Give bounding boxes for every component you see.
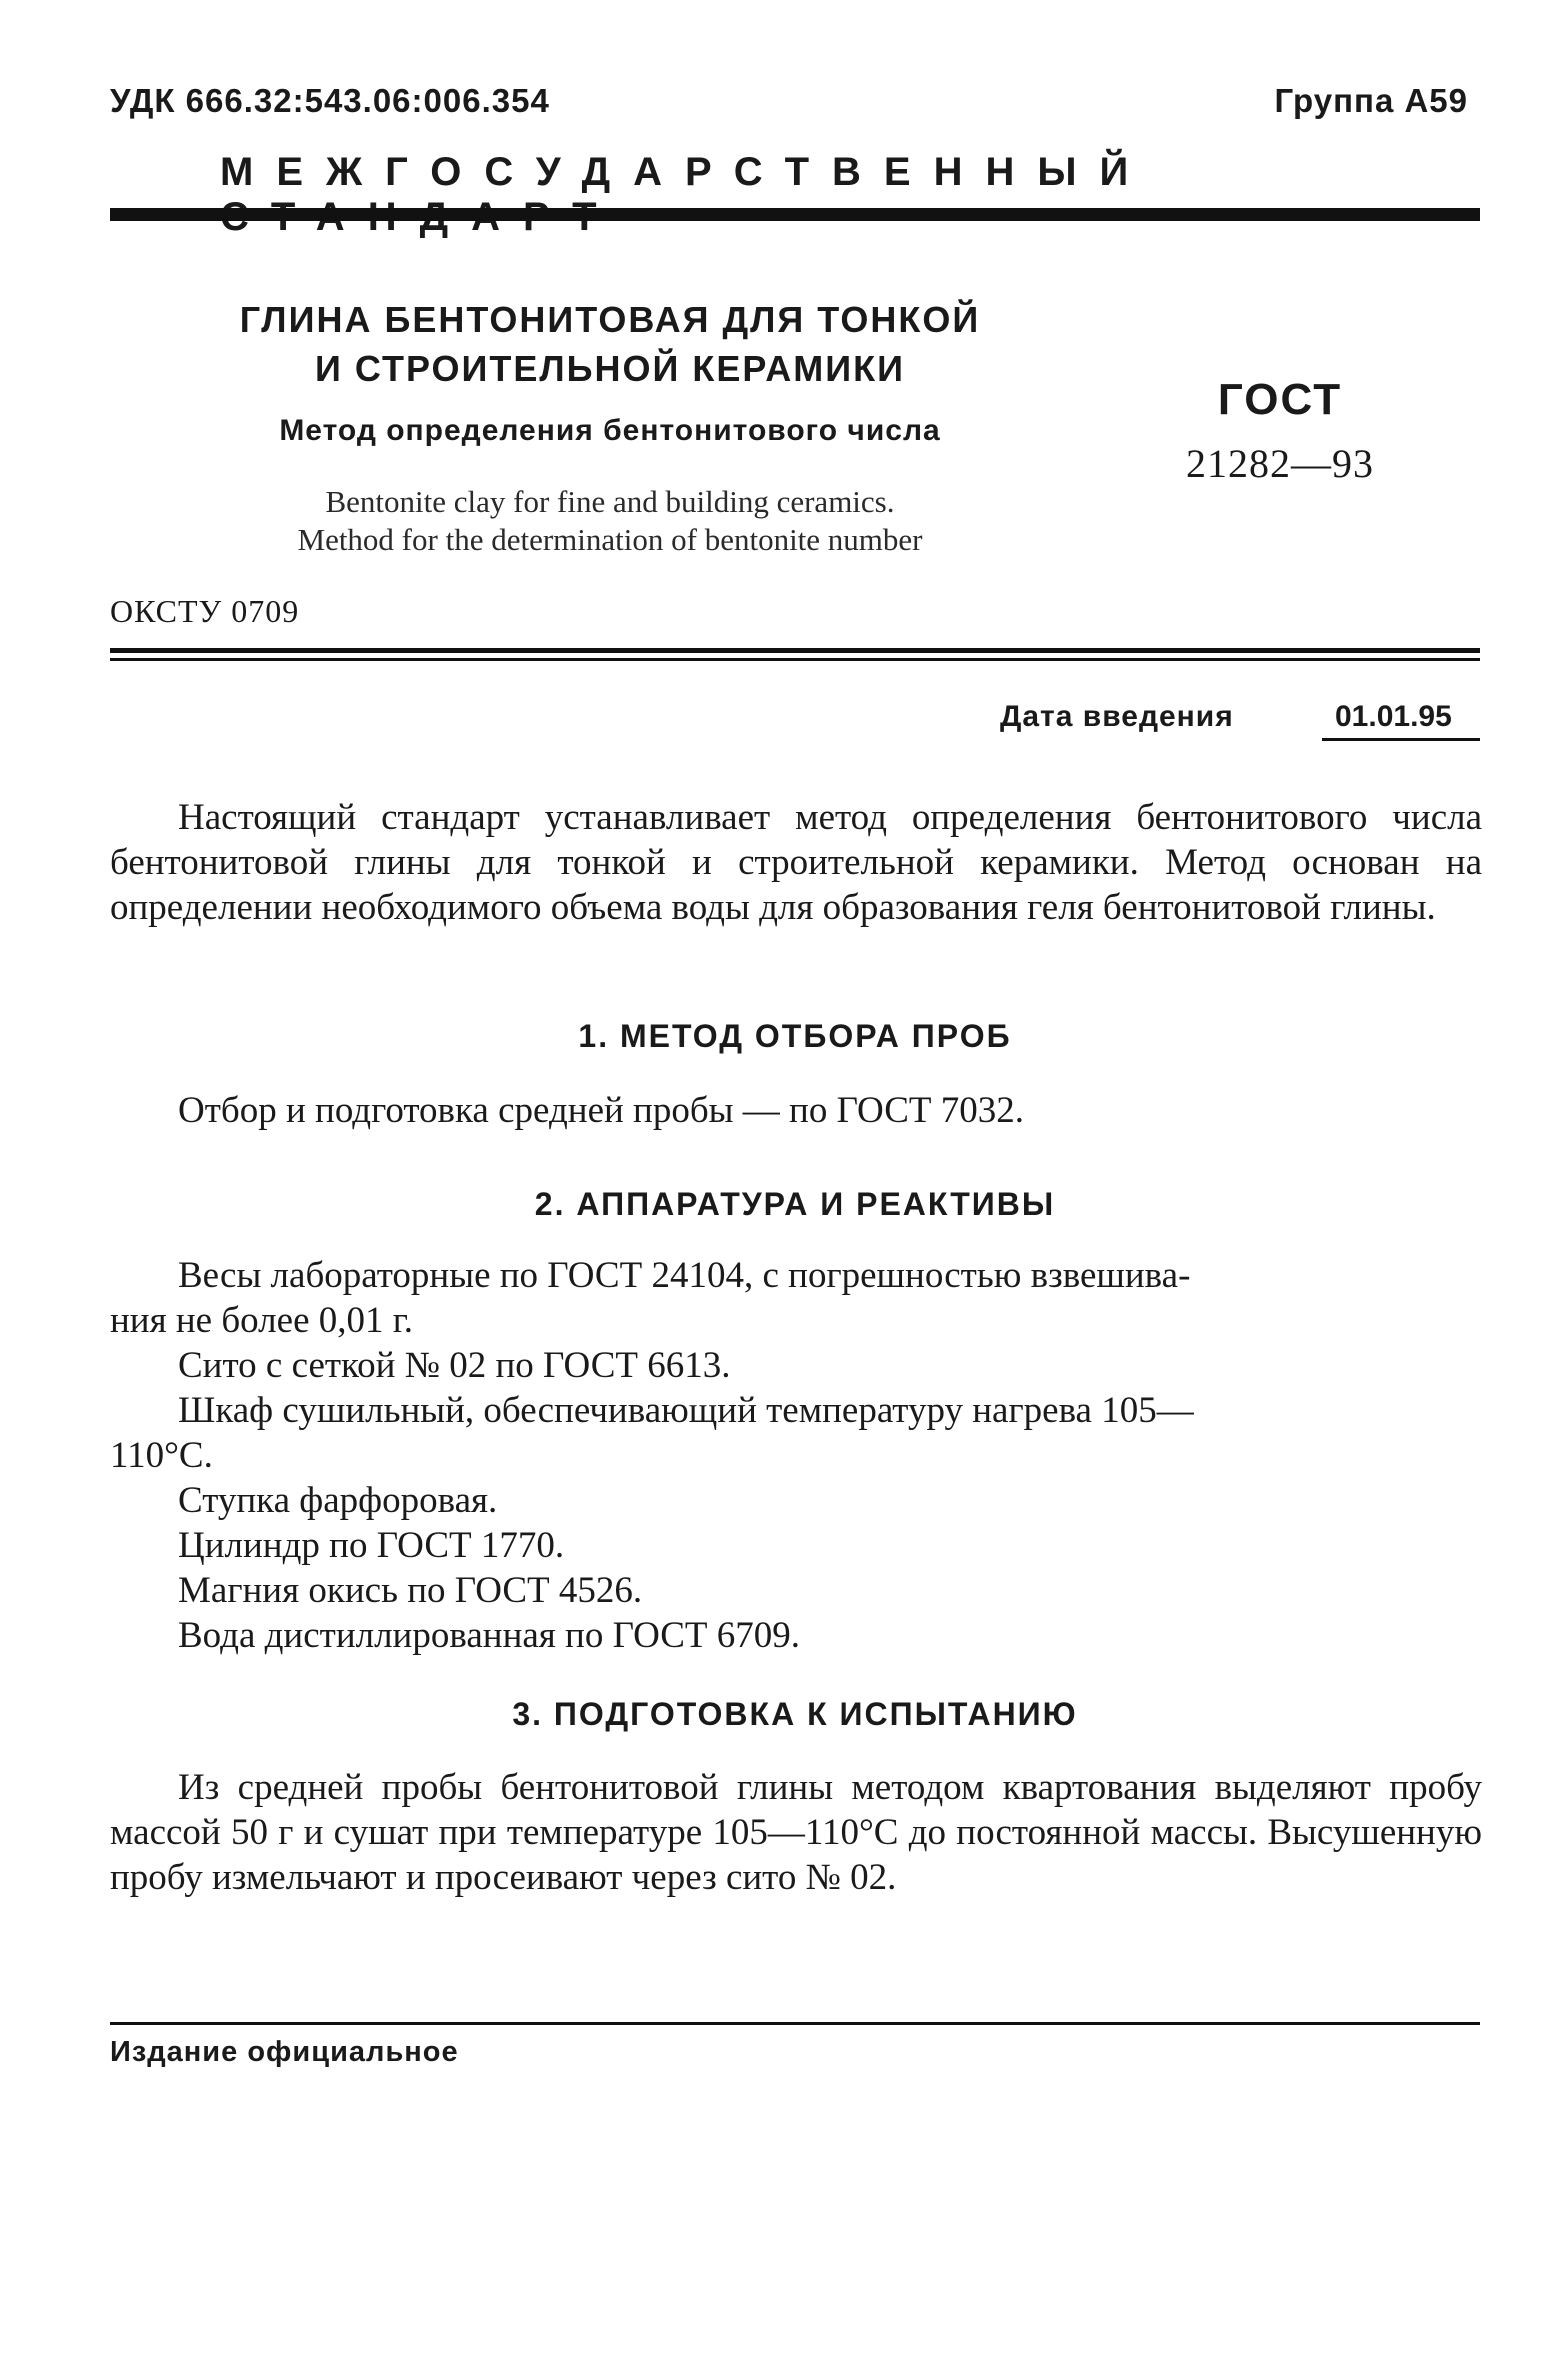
udk-code: УДК 666.32:543.06:006.354 — [110, 82, 550, 119]
header-thick-rule — [110, 208, 1480, 221]
list-item-sieve: Сито с сеткой № 02 по ГОСТ 6613. — [178, 1345, 731, 1386]
english-title-line-2: Method for the determination of bentonite number — [297, 522, 923, 557]
intro-date-label: Дата введения — [1000, 700, 1234, 733]
title-line-1: ГЛИНА БЕНТОНИТОВАЯ ДЛЯ ТОНКОЙ — [239, 299, 981, 340]
title-line-2: И СТРОИТЕЛЬНОЙ КЕРАМИКИ — [315, 348, 905, 389]
group-code: Группа А59 — [1274, 82, 1468, 119]
intro-paragraph: Настоящий стандарт устанавливает метод определения бентонитового числа бентонитовой глины для тонкой и строительной керамики. Метод основан на определении необходимого объема воды для образования геля бентонитовой глины. — [110, 797, 1482, 928]
list-item-scales-cont: ния не более 0,01 г. — [110, 1300, 413, 1341]
intro-date-underline — [1322, 738, 1480, 741]
title-block-rule-thin — [110, 658, 1480, 661]
section-3-heading: 3. ПОДГОТОВКА К ИСПЫТАНИЮ — [512, 1696, 1078, 1732]
list-item-oven-cont: 110°С. — [110, 1435, 213, 1476]
section-2-heading: 2. АППАРАТУРА И РЕАКТИВЫ — [534, 1186, 1056, 1222]
okstu-code: ОКСТУ 0709 — [110, 593, 300, 629]
edition-note: Издание официальное — [110, 2036, 459, 2068]
list-item-mortar: Ступка фарфоровая. — [178, 1480, 498, 1521]
document-subtitle: Метод определения бентонитового числа — [279, 414, 941, 447]
title-block-rule-thick — [110, 648, 1480, 653]
section-1-heading: 1. МЕТОД ОТБОРА ПРОБ — [578, 1018, 1012, 1054]
list-item-magnesia: Магния окись по ГОСТ 4526. — [178, 1570, 643, 1611]
english-title-line-1: Bentonite clay for fine and building ceramics. — [325, 484, 895, 519]
section-3-text: Из средней пробы бентонитовой глины методом квартования выделяют пробу массой 50 г и сушат при температуре 105—110°С до постоянной массы. Высушенную пробу измельчают и просеивают через сито № 02. — [110, 1767, 1482, 1898]
document-title — [110, 295, 1110, 393]
list-item-cylinder: Цилиндр по ГОСТ 1770. — [178, 1525, 565, 1566]
list-item-oven: Шкаф сушильный, обеспечивающий температуру нагрева 105— — [178, 1390, 1194, 1431]
list-item-scales: Весы лабораторные по ГОСТ 24104, с погрешностью взвешива- — [178, 1255, 1191, 1296]
gost-number: 21282—93 — [1186, 441, 1374, 486]
standard-type-banner: МЕЖГОСУДАРСТВЕННЫЙ — [220, 150, 1152, 194]
english-title — [110, 483, 1110, 559]
intro-date-value: 01.01.95 — [1335, 700, 1452, 733]
footer-rule — [110, 2022, 1480, 2025]
gost-label: ГОСТ — [1217, 375, 1343, 424]
list-item-water: Вода дистиллированная по ГОСТ 6709. — [178, 1615, 801, 1656]
equipment-list — [110, 1253, 1482, 1658]
section-1-text: Отбор и подготовка средней пробы — по ГОСТ 7032. — [178, 1090, 1024, 1131]
